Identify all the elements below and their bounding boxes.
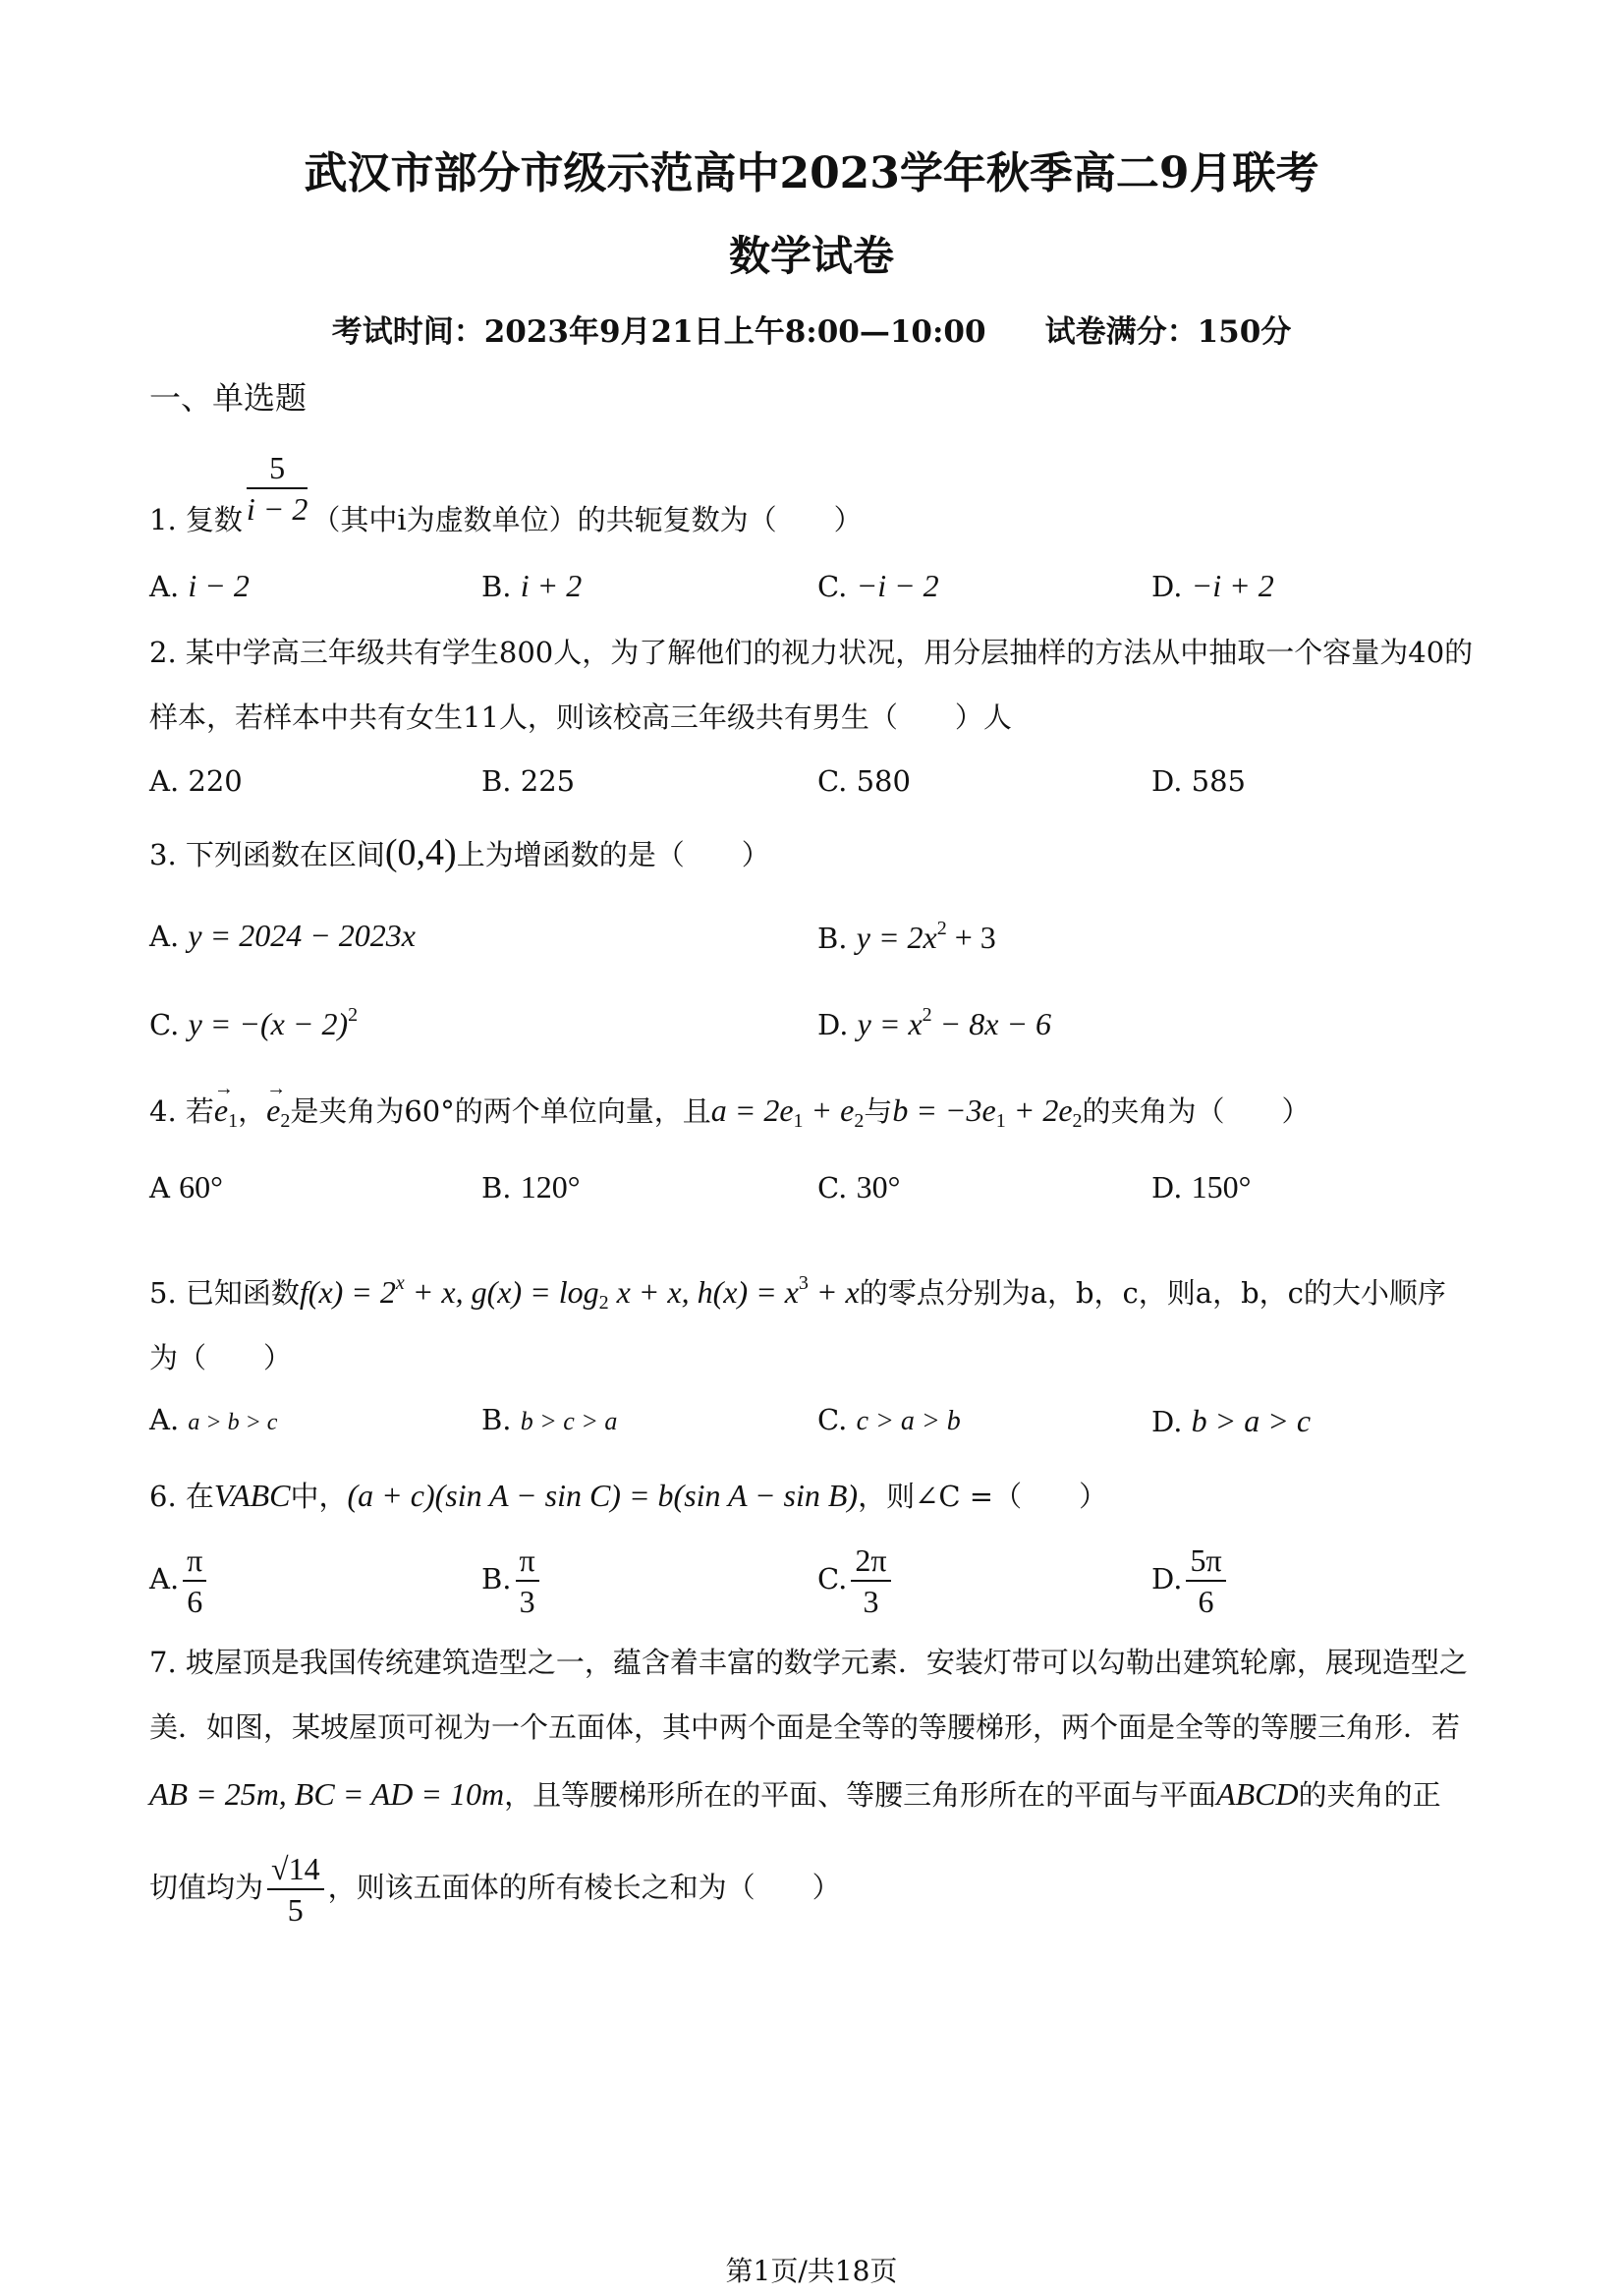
q7-plane-abcd: ABCD — [1216, 1776, 1299, 1812]
q6-option-a[interactable] — [149, 1540, 210, 1621]
q6-c-den: 3 — [863, 1584, 879, 1619]
question-6 — [149, 1476, 1107, 1516]
q3-option-d[interactable] — [817, 1004, 1051, 1042]
q6-triangle: VABC — [213, 1478, 291, 1513]
q3-c-label: C. — [149, 1008, 180, 1041]
q1-option-d[interactable] — [1151, 568, 1274, 604]
q6-option-d[interactable] — [1151, 1540, 1230, 1621]
q6-c-num: 2π — [851, 1540, 890, 1582]
q3-a-label: A. — [149, 920, 180, 953]
q6-b-fraction — [516, 1540, 539, 1621]
q4-b-sub2: 2 — [1072, 1110, 1083, 1132]
q7-frac-num: √14 — [267, 1849, 324, 1890]
q4-a-sub2: 2 — [854, 1110, 865, 1132]
question-2-line-2: 样本，若样本中共有女生11人，则该校高三年级共有男生（ ）人 — [149, 700, 1012, 734]
q7-line3-text: ，且等腰梯形所在的平面、等腰三角形所在的平面与平面 — [504, 1778, 1217, 1812]
q6-pre: 6. 在 — [149, 1480, 214, 1513]
q5-option-d[interactable] — [1151, 1403, 1311, 1439]
q5-option-b[interactable] — [481, 1403, 617, 1436]
q4-a-expr: a = 2e — [710, 1092, 794, 1128]
q3-a-value: y = 2024 − 2023x — [188, 918, 416, 953]
q1-option-b[interactable] — [481, 568, 582, 604]
q5-option-c[interactable] — [817, 1403, 961, 1437]
q3-c-value: y = −(x − 2) — [188, 1006, 349, 1041]
q3-d-label: D. — [817, 1008, 849, 1041]
q4-a-sub1: 1 — [793, 1110, 804, 1132]
q6-post: ，则∠C =（ ） — [858, 1480, 1108, 1513]
q5-f-exp: x — [395, 1272, 405, 1294]
q3-d-value: y = x — [857, 1006, 923, 1041]
q1-d-value: −i + 2 — [1191, 568, 1274, 603]
question-2-line-1: 2. 某中学高三年级共有学生800人，为了解他们的视力状况，用分层抽样的方法从中抽取一个容量为40的 — [149, 636, 1474, 669]
q3-option-a[interactable] — [149, 918, 416, 954]
q6-a-num: π — [183, 1540, 206, 1582]
q5-g-tail: x + x, h(x) = x — [608, 1274, 799, 1310]
q1-b-label: B. — [481, 570, 512, 603]
q6-d-den: 6 — [1198, 1584, 1214, 1619]
q4-b-label: B. — [481, 1171, 512, 1204]
q5-f-tail: + x, g(x) = log — [404, 1274, 599, 1310]
q1-frac-num: 5 — [247, 448, 308, 489]
q1-c-value: −i − 2 — [856, 568, 939, 603]
q3-option-c[interactable] — [149, 1004, 358, 1042]
q4-a-plus: + e — [803, 1092, 855, 1128]
q3-b-tail: + 3 — [946, 920, 996, 955]
q1-a-label: A. — [149, 570, 180, 603]
q5-h-tail: + x — [808, 1274, 860, 1310]
q3-d-exp: 2 — [922, 1004, 932, 1026]
q4-mid: 是夹角为60°的两个单位向量，且 — [290, 1094, 711, 1128]
q2-option-b[interactable]: B. 225 — [481, 764, 576, 798]
q6-a-label: A. — [149, 1562, 180, 1596]
q4-d-label: D. — [1151, 1171, 1183, 1204]
q5-a-value: a > b > c — [188, 1410, 278, 1435]
q1-option-c[interactable] — [817, 568, 939, 604]
q6-option-c[interactable] — [817, 1540, 895, 1621]
q5-f-expr: f(x) = 2 — [299, 1274, 396, 1310]
q4-option-d[interactable] — [1151, 1169, 1251, 1205]
q2-option-c[interactable]: C. 580 — [817, 764, 911, 798]
q3-pre: 3. 下列函数在区间 — [149, 838, 385, 871]
q6-d-label: D. — [1151, 1562, 1183, 1596]
q6-option-b[interactable] — [481, 1540, 543, 1621]
q1-option-a[interactable] — [149, 568, 250, 604]
q5-b-value: b > c > a — [520, 1407, 618, 1435]
q6-a-fraction — [183, 1540, 206, 1621]
page-title: 武汉市部分市级示范高中2023学年秋季高二9月联考 — [304, 148, 1319, 198]
q4-b-value: 120° — [520, 1169, 581, 1204]
q3-interval: (0,4) — [384, 832, 457, 873]
q6-c-fraction — [851, 1540, 890, 1621]
q5-d-label: D. — [1151, 1405, 1183, 1438]
q2-option-a[interactable]: A. 220 — [149, 764, 243, 798]
q1-a-value: i − 2 — [188, 568, 250, 603]
q7-line3-end: 的夹角的正 — [1298, 1778, 1441, 1812]
q7-frac-den: 5 — [287, 1892, 304, 1928]
q7-fraction — [267, 1849, 324, 1930]
q1-c-label: C. — [817, 570, 848, 603]
q5-b-label: B. — [481, 1403, 512, 1436]
q4-a-value: 60° — [179, 1169, 223, 1204]
q4-pre: 4. 若 — [149, 1094, 214, 1128]
q1-fraction — [247, 448, 308, 529]
q7-dimensions: AB = 25m, BC = AD = 10m — [149, 1776, 505, 1812]
q6-a-den: 6 — [187, 1584, 203, 1619]
q5-c-label: C. — [817, 1403, 848, 1436]
q4-e2: → e — [266, 1091, 280, 1130]
q6-b-num: π — [516, 1540, 539, 1582]
q4-e1-sub: 1 — [228, 1110, 239, 1132]
q1-number: 1. 复数 — [149, 503, 243, 536]
question-7-line-1: 7. 坡屋顶是我国传统建筑造型之一，蕴含着丰富的数学元素．安装灯带可以勾勒出建筑轮廓，展现造型之 — [149, 1646, 1468, 1679]
q4-b-plus: + 2e — [1005, 1092, 1073, 1128]
q4-e1: → e — [214, 1091, 228, 1130]
q3-option-b[interactable] — [817, 918, 996, 956]
q5-pre: 5. 已知函数 — [149, 1276, 300, 1310]
q7-line4-pre: 切值均为 — [149, 1871, 264, 1904]
q4-b-expr: b = −3e — [892, 1092, 996, 1128]
q4-and: 与 — [864, 1094, 893, 1128]
q3-c-exp: 2 — [348, 1004, 359, 1026]
question-4: 4. 若→ $e_1$，→ $e_2$是夹角为60°的两个单位向量，且$a = 2e_1 + e_2$与$b = -3e_1 + 2e_2$的夹角为（ ） — [149, 1091, 1311, 1141]
q4-b-sub1: 1 — [995, 1110, 1006, 1132]
q1-text: （其中i为虚数单位）的共轭复数为（ ） — [311, 503, 863, 536]
q6-d-fraction — [1186, 1540, 1225, 1621]
question-3 — [149, 833, 770, 874]
q4-post: 的夹角为（ ） — [1082, 1094, 1311, 1128]
q1-frac-den: i − 2 — [246, 491, 308, 527]
q2-option-d[interactable]: D. 585 — [1151, 764, 1247, 798]
full-score: 试卷满分：150分 — [1044, 314, 1292, 350]
question-5-line-1 — [149, 1263, 1446, 1322]
question-7-line-3 — [149, 1774, 1441, 1815]
q4-c-value: 30° — [856, 1169, 901, 1204]
q6-mid: 中， — [290, 1480, 348, 1513]
q4-d-value: 150° — [1191, 1169, 1252, 1204]
page-subtitle: 数学试卷 — [728, 232, 894, 280]
question-5-line-2: 为（ ） — [149, 1341, 293, 1374]
q6-d-num: 5π — [1186, 1540, 1225, 1582]
q3-d-tail: − 8x − 6 — [931, 1006, 1052, 1041]
question-7-line-2: 美．如图，某坡屋顶可视为一个五面体，其中两个面是全等的等腰梯形，两个面是全等的等腰三角形．若 — [149, 1710, 1461, 1744]
q3-post: 上为增函数的是（ ） — [456, 838, 770, 871]
question-7-line-4 — [149, 1849, 841, 1930]
q1-d-label: D. — [1151, 570, 1183, 603]
q4-c-label: C. — [817, 1171, 848, 1204]
q1-b-value: i + 2 — [520, 568, 583, 603]
section-heading: 一、单选题 — [149, 379, 308, 417]
q5-d-value: b > a > c — [1191, 1403, 1312, 1438]
q6-expr: (a + c)(sin A − sin C) = b(sin A − sin B) — [347, 1478, 859, 1513]
q5-post: 的零点分别为a，b，c，则a，b，c的大小顺序 — [859, 1276, 1446, 1310]
q6-b-den: 3 — [519, 1584, 535, 1619]
q4-e2-sub: 2 — [280, 1110, 291, 1132]
q4-option-b[interactable] — [481, 1169, 581, 1205]
q3-b-label: B. — [817, 922, 848, 955]
q3-b-value: y = 2x — [856, 920, 937, 955]
exam-info — [0, 307, 1623, 351]
q4-a-label: A — [149, 1171, 170, 1204]
q4-option-c[interactable] — [817, 1169, 900, 1205]
q5-option-a[interactable] — [149, 1403, 277, 1436]
page-footer: 第1页/共18页 — [725, 2255, 898, 2287]
q6-b-label: B. — [481, 1562, 512, 1596]
q5-c-value: c > a > b — [856, 1406, 961, 1436]
exam-time: 考试时间：2023年9月21日上午8:00—10:00 — [331, 314, 986, 350]
q3-b-exp: 2 — [936, 918, 947, 939]
q5-a-label: A. — [149, 1403, 180, 1436]
q5-log-base: 2 — [598, 1292, 609, 1314]
q4-option-a[interactable] — [149, 1169, 223, 1205]
question-1 — [149, 448, 863, 539]
q6-c-label: C. — [817, 1562, 848, 1596]
q7-line4-post: ，则该五面体的所有棱长之和为（ ） — [327, 1871, 841, 1904]
q5-h-exp: 3 — [798, 1272, 809, 1294]
